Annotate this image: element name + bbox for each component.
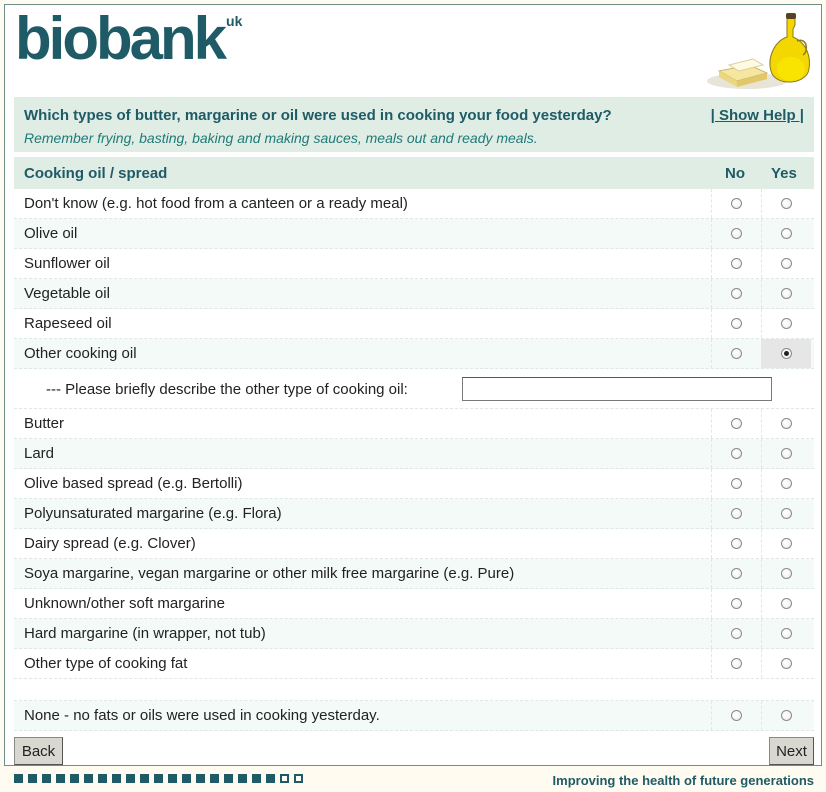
answer-row-label: Polyunsaturated margarine (e.g. Flora) xyxy=(24,505,282,522)
question-title: Which types of butter, margarine or oil were used in cooking your food yesterday? xyxy=(24,107,612,124)
progress-step xyxy=(238,774,247,783)
biobank-logo xyxy=(15,7,242,71)
answer-table xyxy=(14,157,814,731)
progress-step xyxy=(42,774,51,783)
progress-step xyxy=(294,774,303,783)
radio-no[interactable] xyxy=(731,710,742,721)
answer-row xyxy=(14,469,814,499)
progress-step xyxy=(140,774,149,783)
answer-row xyxy=(14,279,814,309)
answer-cell-no xyxy=(711,219,761,248)
answer-row-label: Butter xyxy=(24,415,65,432)
describe-other-oil-row xyxy=(14,369,814,409)
radio-yes[interactable] xyxy=(781,710,792,721)
show-help-link[interactable]: | Show Help | xyxy=(710,107,804,124)
answer-cell-no xyxy=(711,559,761,588)
column-header-oil: Cooking oil / spread xyxy=(24,165,168,182)
answer-cell-no xyxy=(711,409,761,438)
answer-cell-yes xyxy=(761,529,811,558)
answer-cell-yes xyxy=(761,439,811,468)
radio-yes[interactable] xyxy=(781,568,792,579)
radio-no[interactable] xyxy=(731,228,742,239)
logo-suffix: uk xyxy=(226,13,243,29)
column-header-yes: Yes xyxy=(771,165,797,182)
progress-step xyxy=(210,774,219,783)
radio-yes[interactable] xyxy=(781,228,792,239)
answer-cell-yes xyxy=(761,589,811,618)
answer-cell-yes xyxy=(761,219,811,248)
answer-row xyxy=(14,339,814,369)
answer-row-label: Other cooking oil xyxy=(24,345,137,362)
logo-wordmark: biobank xyxy=(15,5,225,72)
answer-row xyxy=(14,619,814,649)
answer-row-label: Olive based spread (e.g. Bertolli) xyxy=(24,475,243,492)
table-spacer-row xyxy=(14,679,814,701)
radio-yes[interactable] xyxy=(781,448,792,459)
describe-other-oil-label: --- Please briefly describe the other type of cooking oil: xyxy=(46,381,408,398)
radio-no[interactable] xyxy=(731,448,742,459)
radio-no[interactable] xyxy=(731,318,742,329)
answer-row-label: Don't know (e.g. hot food from a canteen or a ready meal) xyxy=(24,195,408,212)
survey-window xyxy=(4,4,822,766)
answer-row-label: Dairy spread (e.g. Clover) xyxy=(24,535,196,552)
answer-row xyxy=(14,409,814,439)
answer-cell-no xyxy=(711,499,761,528)
progress-step xyxy=(224,774,233,783)
answer-row-label: Hard margarine (in wrapper, not tub) xyxy=(24,625,266,642)
column-header-no: No xyxy=(725,165,745,182)
progress-step xyxy=(28,774,37,783)
progress-step xyxy=(252,774,261,783)
other-oil-description-input[interactable] xyxy=(462,377,772,401)
radio-no[interactable] xyxy=(731,288,742,299)
answer-cell-no xyxy=(711,589,761,618)
answer-cell-yes xyxy=(761,309,811,338)
answer-row-label: Other type of cooking fat xyxy=(24,655,188,672)
answer-row xyxy=(14,649,814,679)
answer-cell-no xyxy=(711,701,761,730)
radio-yes[interactable] xyxy=(781,318,792,329)
answer-cell-yes xyxy=(761,559,811,588)
question-subtitle: Remember frying, basting, baking and making sauces, meals out and ready meals. xyxy=(24,130,538,146)
progress-step xyxy=(84,774,93,783)
radio-no[interactable] xyxy=(731,508,742,519)
radio-no[interactable] xyxy=(731,418,742,429)
answer-row-label: Soya margarine, vegan margarine or other milk free margarine (e.g. Pure) xyxy=(24,565,515,582)
answer-cell-yes xyxy=(761,279,811,308)
radio-yes[interactable] xyxy=(781,628,792,639)
answer-cell-no xyxy=(711,189,761,218)
answer-cell-yes xyxy=(761,701,811,730)
answer-row xyxy=(14,309,814,339)
butter-and-oil-illustration xyxy=(705,11,815,93)
answer-row-label: Lard xyxy=(24,445,55,462)
answer-cell-yes xyxy=(761,649,811,678)
progress-step xyxy=(168,774,177,783)
radio-no[interactable] xyxy=(731,658,742,669)
table-header-row xyxy=(14,157,814,189)
answer-row xyxy=(14,439,814,469)
answer-cell-yes xyxy=(761,469,811,498)
answer-cell-no xyxy=(711,439,761,468)
answer-cell-yes xyxy=(761,189,811,218)
back-button[interactable]: Back xyxy=(14,737,63,765)
progress-step xyxy=(56,774,65,783)
radio-yes[interactable] xyxy=(781,538,792,549)
radio-yes[interactable] xyxy=(781,478,792,489)
radio-yes[interactable] xyxy=(781,598,792,609)
radio-no[interactable] xyxy=(731,198,742,209)
progress-step xyxy=(126,774,135,783)
answer-cell-no xyxy=(711,649,761,678)
radio-no[interactable] xyxy=(731,478,742,489)
progress-step xyxy=(196,774,205,783)
question-banner xyxy=(14,97,814,152)
radio-yes[interactable] xyxy=(781,658,792,669)
answer-row-label: Sunflower oil xyxy=(24,255,110,272)
radio-no[interactable] xyxy=(731,258,742,269)
answer-row-label: Rapeseed oil xyxy=(24,315,112,332)
radio-no[interactable] xyxy=(731,538,742,549)
answer-row-label: Vegetable oil xyxy=(24,285,110,302)
progress-step xyxy=(98,774,107,783)
answer-cell-yes xyxy=(761,339,811,368)
answer-row xyxy=(14,559,814,589)
progress-step xyxy=(154,774,163,783)
radio-yes[interactable] xyxy=(781,348,792,359)
answer-cell-no xyxy=(711,249,761,278)
answer-cell-yes xyxy=(761,249,811,278)
radio-yes[interactable] xyxy=(781,418,792,429)
radio-no[interactable] xyxy=(731,598,742,609)
radio-yes[interactable] xyxy=(781,198,792,209)
answer-row-label: None - no fats or oils were used in cooking yesterday. xyxy=(24,707,380,724)
next-button[interactable]: Next xyxy=(769,737,814,765)
answer-row xyxy=(14,249,814,279)
progress-step xyxy=(182,774,191,783)
progress-step xyxy=(280,774,289,783)
answer-row-label: Olive oil xyxy=(24,225,78,242)
answer-cell-no xyxy=(711,529,761,558)
progress-indicator xyxy=(14,774,303,783)
radio-yes[interactable] xyxy=(781,288,792,299)
radio-no[interactable] xyxy=(731,568,742,579)
radio-no[interactable] xyxy=(731,628,742,639)
answer-cell-no xyxy=(711,309,761,338)
radio-yes[interactable] xyxy=(781,258,792,269)
answer-cell-no xyxy=(711,339,761,368)
answer-cell-no xyxy=(711,469,761,498)
answer-cell-no xyxy=(711,279,761,308)
progress-step xyxy=(266,774,275,783)
answer-cell-yes xyxy=(761,499,811,528)
answer-cell-no xyxy=(711,619,761,648)
progress-step xyxy=(14,774,23,783)
progress-step xyxy=(112,774,121,783)
progress-step xyxy=(70,774,79,783)
answer-cell-yes xyxy=(761,409,811,438)
answer-cell-yes xyxy=(761,619,811,648)
footer-tagline: Improving the health of future generations xyxy=(552,773,814,788)
answer-row-label: Unknown/other soft margarine xyxy=(24,595,225,612)
answer-row xyxy=(14,701,814,731)
answer-row xyxy=(14,589,814,619)
radio-no[interactable] xyxy=(731,348,742,359)
answer-row xyxy=(14,499,814,529)
answer-row xyxy=(14,189,814,219)
answer-row xyxy=(14,219,814,249)
answer-row xyxy=(14,529,814,559)
radio-yes[interactable] xyxy=(781,508,792,519)
